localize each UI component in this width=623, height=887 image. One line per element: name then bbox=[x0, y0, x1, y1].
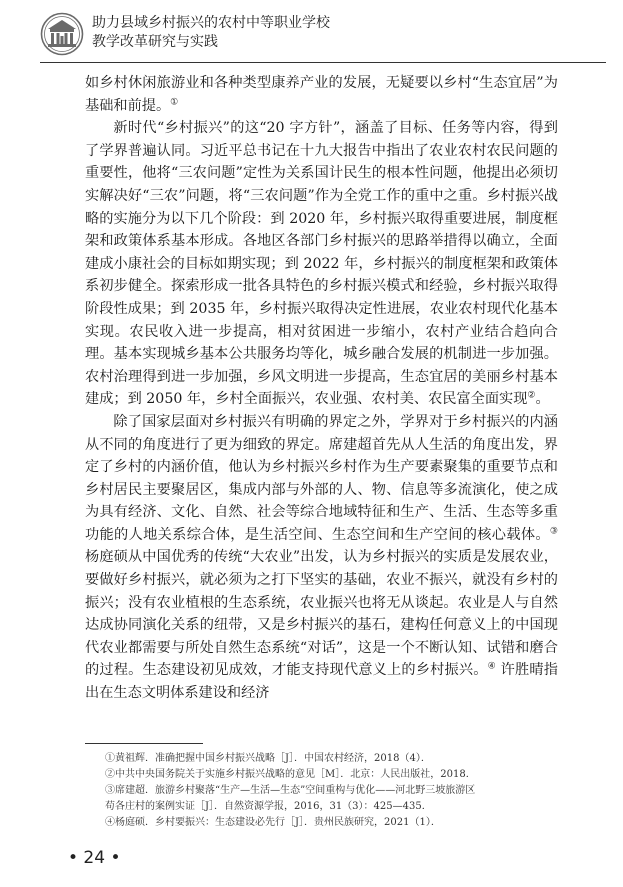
footnote-divider bbox=[85, 743, 203, 744]
paragraph-1-text: 如乡村休闲旅游业和各种类型康养产业的发展，无疑要以乡村“生态宜居”为基础和前提。 bbox=[85, 75, 558, 114]
header-divider bbox=[40, 62, 606, 63]
footnote-ref-4: ④ bbox=[487, 661, 496, 672]
header-title-line1: 助力县域乡村振兴的农村中等职业学校 bbox=[92, 15, 330, 31]
paragraph-3 bbox=[85, 411, 558, 705]
header-title-line2: 教学改革研究与实践 bbox=[92, 34, 218, 50]
footnote-1: ①黄祖辉．准确把握中国乡村振兴战略［J］．中国农村经济，2018（4）． bbox=[105, 753, 431, 764]
running-header bbox=[40, 10, 600, 62]
body-text bbox=[85, 72, 558, 705]
page-number: • 24 • bbox=[68, 848, 121, 868]
footnote-ref-2: ② bbox=[527, 390, 536, 401]
paragraph-3-text: 除了国家层面对乡村振兴有明确的界定之外，学界对于乡村振兴的内涵从不同的角度进行了更为细致的界定。席建超首先从人生活的角度出发，界定了乡村的内涵价值，他认为乡村振兴乡村作为生产要素聚集的重要节点和乡村居民主要聚居区，集成内部与外部的人、物、信息等多流演化，使之成为具有经济、文化、自然、社会等综合地域特征和生产、生活、生态等多重功能的人地关系综合体，是生活空间、生态空间和生产空间的核心载体。 bbox=[85, 413, 558, 543]
paragraph-3-text-3: 许胜晴指出在生态文明体系建设和经济 bbox=[85, 662, 558, 702]
paragraph-2-end: 。 bbox=[535, 391, 550, 408]
paragraph-1 bbox=[85, 72, 558, 117]
footnote-3-continued: 苟各庄村的案例实证［J］．自然资源学报，2016，31（3）：425—435． bbox=[105, 801, 432, 812]
footnotes bbox=[105, 751, 555, 831]
paragraph-3-text-2: 杨庭硕从中国优秀的传统“大农业”出发，认为乡村振兴的实质是发展农业，要做好乡村振兴，就必须为之打下坚实的基础，农业不振兴，就没有乡村的振兴；没有农业植根的生态系统，农业振兴也将无从谈起。农业是人与自然达成协同演化关系的纽带，又是乡村振兴的基石，建构任何意义上的中国现代农业都需要与所处自然生态系统“对话”，这是一个不断认知、试错和磨合的过程。生态建设初见成效，才能支持现代意义上的乡村振兴。 bbox=[85, 549, 558, 679]
footnote-4: ④杨庭硕．乡村要振兴：生态建设必先行［J］．贵州民族研究，2021（1）． bbox=[105, 817, 441, 828]
header-title bbox=[92, 14, 330, 52]
footnote-ref-3: ③ bbox=[549, 526, 558, 537]
school-building-icon bbox=[40, 12, 84, 56]
paragraph-2 bbox=[85, 117, 558, 411]
paragraph-2-text: 新时代“乡村振兴”的这“20 字方针”，涵盖了目标、任务等内容，得到了学界普遍认同。习近平总书记在十九大报告中指出了农业农村农民问题的重要性，他将“三农问题”定性为关系国计民生的根本性问题，他提出必须切实解决好“三农”问题，将“三农问题”作为全党工作的重中之重。乡村振兴战略的实施分为以下几个阶段：到 2020 年，乡村振兴取得重要进展，制度框架和政策体系基本形成。各地区各部门乡村振兴的思路举措得以确立，全面建成小康社会的目标如期实现；到 2022 年，乡村振兴的制度框架和政策体系初步健全。探索形成一批各具特色的乡村振兴模式和经验，乡村振兴取得阶段性成果；到 2035 年，乡村振兴取得决定性进展，农业农村现代化基本实现。农民收入进一步提高，相对贫困进一步缩小，农村产业结合趋向合理。基本实现城乡基本公共服务均等化，城乡融合发展的机制进一步加强。农村治理得到进一步加强，乡风文明进一步提高，生态宜居的美丽乡村基本建成；到 2050 年，乡村全面振兴，农业强、农村美、农民富全面实现 bbox=[85, 120, 558, 408]
footnote-ref-1: ① bbox=[170, 96, 179, 107]
footnote-3: ③席建超．旅游乡村聚落“生产—生活—生态”空间重构与优化——河北野三坡旅游区 bbox=[105, 785, 476, 796]
footnote-2: ②中共中央国务院关于实施乡村振兴战略的意见［M］．北京：人民出版社，2018． bbox=[105, 769, 476, 780]
